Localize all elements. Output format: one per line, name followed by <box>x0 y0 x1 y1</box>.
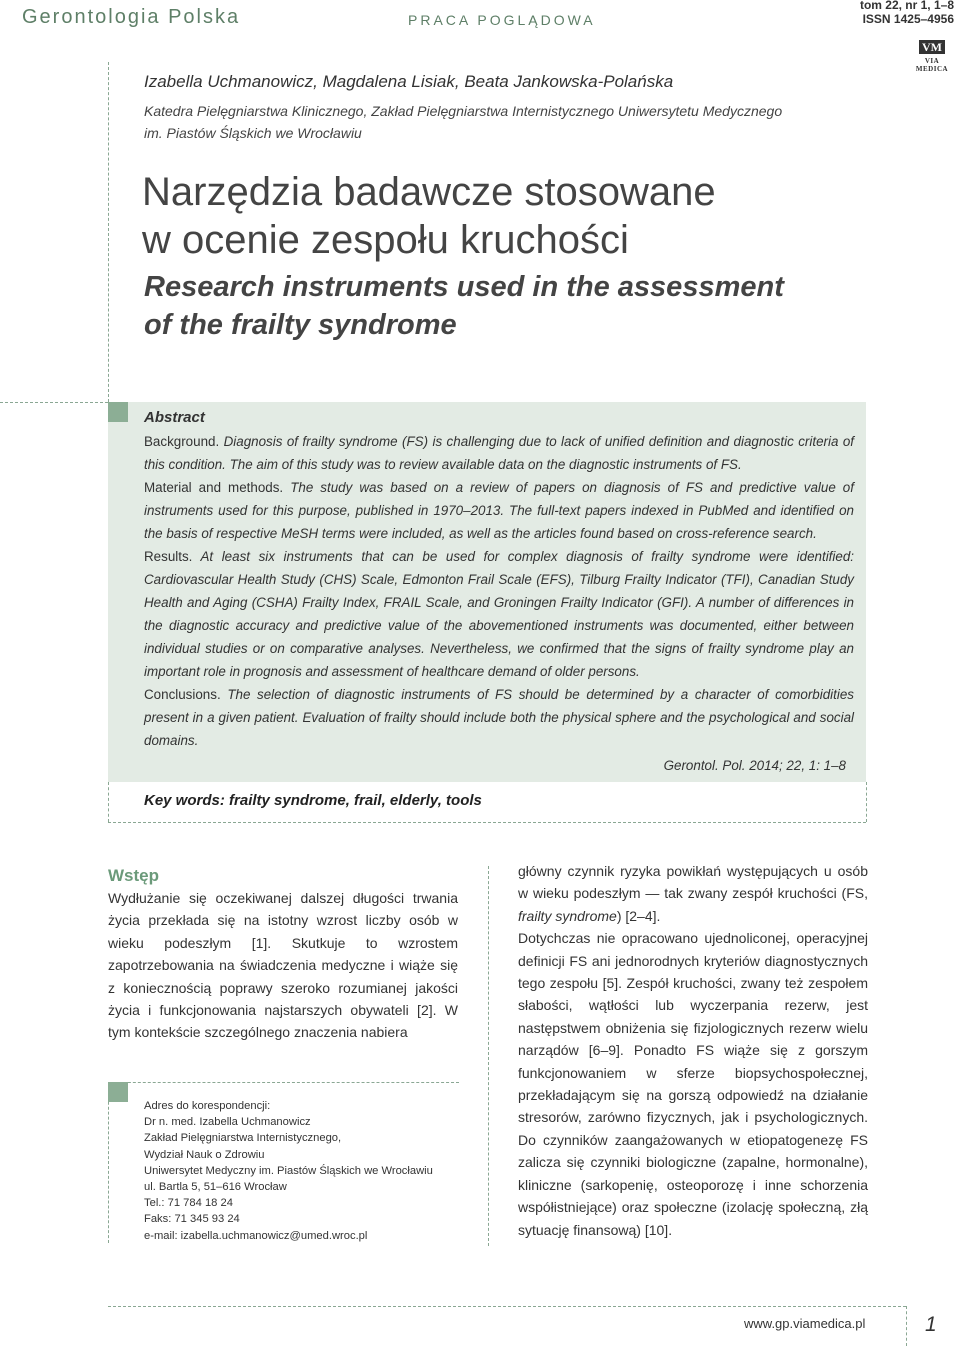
correspondence-line: Adres do korespondencji: <box>144 1100 271 1112</box>
issn: ISSN 1425–4956 <box>862 12 954 26</box>
abstract-conclusions-label: Conclusions. <box>144 687 221 702</box>
correspondence-marker-square <box>108 1082 128 1102</box>
abstract-methods <box>144 476 854 545</box>
abstract-results-text: At least six instruments that can be used for complex diagnosis of frailty syndrome were identified: Cardiovascular Health Study (CHS) Scale, Edmonton Frail Scale (EFS), Tilburg Frailty Indicator (TFI), Canadian Study Health and Aging (CSHA) Frailty Index, FRAIL Scale, and Groningen Frailty Indicator (GFI). A number of differences in the diagnostic accuracy and predictive value of the abovementioned instruments was documented, either between individual studies or on comparative analyses. Nevertheless, we confirmed that the signs of frailty syndrome play an important role in prognosis and assessment of healthcare demand of older persons. <box>144 549 854 679</box>
citation: Gerontol. Pol. 2014; 22, 1: 1–8 <box>663 758 846 773</box>
guide-line-kw-bottom <box>108 822 866 823</box>
affiliation <box>144 100 874 144</box>
body-text: ) [2–4]. <box>616 907 661 924</box>
abstract-background-label: Background. <box>144 434 220 449</box>
section-heading-wstep: Wstęp <box>108 866 159 885</box>
abstract-results <box>144 545 854 683</box>
article-title <box>142 168 716 264</box>
abstract-heading: Abstract <box>144 409 205 426</box>
publisher-logo-mark: VM <box>919 40 945 54</box>
subtitle-line-1: Research instruments used in the assessment <box>144 271 784 303</box>
abstract-background-text: Diagnosis of frailty syndrome (FS) is challenging due to lack of unified definition and diagnostic criteria of this condition. The aim of this study was to review available data on the diagnostic instruments of FS. <box>144 434 854 472</box>
body-text: główny czynnik ryzyka powikłań występujących u osób w wieku podeszłym — tak zwany zespół kruchości (FS, <box>518 863 868 902</box>
abstract-marker-square <box>108 402 128 422</box>
footer-divider <box>906 1306 907 1346</box>
body-column-left <box>108 887 458 1044</box>
correspondence-line: Zakład Pielęgniarstwa Internistycznego, <box>144 1132 342 1145</box>
abstract-conclusions <box>144 683 854 752</box>
publisher-logo <box>910 38 954 73</box>
article-subtitle <box>144 268 784 344</box>
abstract-background <box>144 430 854 476</box>
guide-line-left <box>108 62 109 402</box>
issue-volume: tom 22, nr 1, 1–8 <box>859 0 954 12</box>
body-italic-term: frailty syndrome <box>518 907 617 924</box>
correspondence-address <box>144 1098 433 1244</box>
title-line-1: Narzędzia badawcze stosowane <box>142 170 716 214</box>
subtitle-line-2: of the frailty syndrome <box>144 309 457 341</box>
footer-line <box>108 1306 906 1307</box>
abstract-conclusions-text: The selection of diagnostic instruments of FS should be determined by a character of comorbidities present in a given patient. Evaluation of frailty should include both the physical sphere and the psychological and social domains. <box>144 687 854 748</box>
journal-name: Gerontologia Polska <box>22 6 241 28</box>
article-type: PRACA POGLĄDOWA <box>408 12 596 28</box>
body-paragraph: Dotychczas nie opracowano ujednoliconej, operacyjnej definicji FS ani jednorodnych kryteriów diagnostycznych tego zespołu [5]. Zespół kruchości, zwany też zespołem słabości, wątłości lub wyczerpania rezerw, jest następstwem obniżenia się fizjologicznych rezerw wielu narządów [6–9]. Ponadto FS wiąże się z gorszym funkcjonowaniem w sferze biopsychospołecznej, przekładającym się na gorszą odpowiedź na działanie stresorów, zarówno fizycznych, jak i psychologicznych. Do czynników zaangażowanych w etiopatogenezę FS zalicza się czynniki biologiczne (zapalne, hormonalne), kliniczne (sarkopenię, osteoporozę i inne schorzenia współistniejące) oraz społeczne (izolację społeczną, złą sytuację finansową) [10]. <box>518 930 868 1238</box>
guide-line-kw-left <box>108 782 109 822</box>
issue-info <box>860 0 954 26</box>
correspondence-line: Wydział Nauk o Zdrowiu <box>144 1148 265 1161</box>
body-paragraph: Wydłużanie się oczekiwanej dalszej długości trwania życia przekłada się na istotny wzrost liczby osób w wieku podeszłym [1]. Skutkuje to wzrostem zapotrzebowania na świadczenia medyczne i wiąże się z koniecznością poprawy szeroko rozumianej jakości życia i funkcjonowania najstarszych obywateli [2]. W tym kontekście szczególnego znaczenia nabiera <box>108 890 458 1041</box>
column-divider <box>488 866 489 1246</box>
correspondence-line: ul. Bartla 5, 51–616 Wrocław <box>144 1181 287 1194</box>
publisher-logo-text: VIA MEDICA <box>915 57 949 73</box>
abstract-results-label: Results. <box>144 549 193 564</box>
body-column-right <box>518 860 868 1241</box>
authors: Izabella Uchmanowicz, Magdalena Lisiak, Beata Jankowska-Polańska <box>144 72 674 91</box>
footer-url[interactable]: www.gp.viamedica.pl <box>744 1316 866 1331</box>
title-line-2: w ocenie zespołu kruchości <box>142 218 629 262</box>
abstract <box>144 406 854 777</box>
correspondence-line: Tel.: 71 784 18 24 <box>144 1197 233 1210</box>
correspondence-line: Dr n. med. Izabella Uchmanowicz <box>144 1116 311 1129</box>
correspondence-line: Uniwersytet Medyczny im. Piastów Śląskich we Wrocławiu <box>144 1164 433 1177</box>
correspondence-line: Faks: 71 345 93 24 <box>144 1213 240 1226</box>
guide-line-top <box>0 402 108 403</box>
affiliation-line-2: im. Piastów Śląskich we Wrocławiu <box>144 125 362 141</box>
guide-line-kw-right <box>866 782 867 822</box>
page-number: 1 <box>925 1313 937 1336</box>
keywords: Key words: frailty syndrome, frail, elderly, tools <box>144 792 482 809</box>
affiliation-line-1: Katedra Pielęgniarstwa Klinicznego, Zakład Pielęgniarstwa Internistycznego Uniwersytetu Medycznego <box>144 103 783 119</box>
abstract-methods-label: Material and methods. <box>144 480 284 495</box>
body-paragraph <box>518 860 868 927</box>
correspondence-email[interactable]: e-mail: izabella.uchmanowicz@umed.wroc.pl <box>144 1229 368 1242</box>
abstract-methods-text: The study was based on a review of papers on diagnosis of FS and predictive value of instruments used for this purpose, published in 1970–2013. The full-text papers indexed in PubMed and identified on the basis of respective MeSH terms were included, as well as the articles found based on cross-reference search. <box>144 480 854 541</box>
